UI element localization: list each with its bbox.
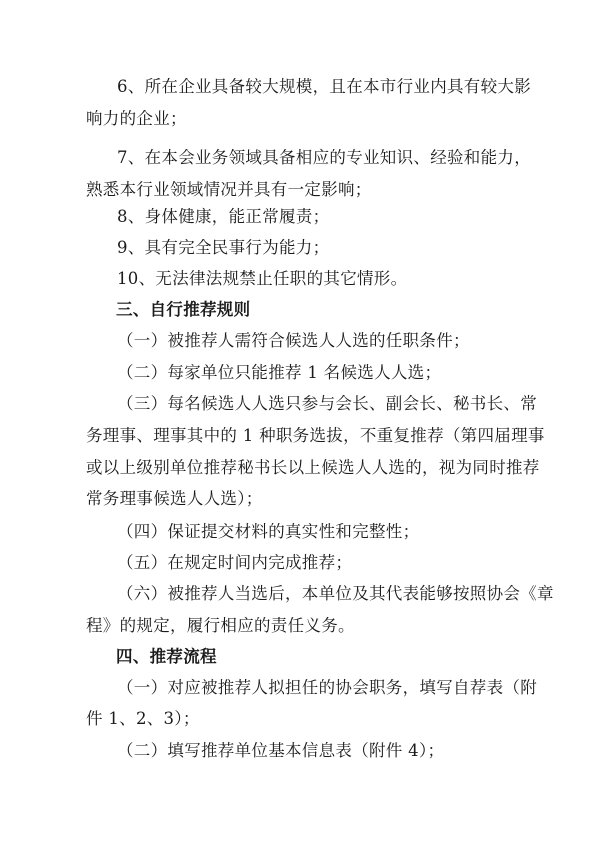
paragraph-line: 或以上级别单位推荐秘书长以上候选人人选的，视为同时推荐 xyxy=(86,458,540,477)
paragraph-line: 8、身体健康，能正常履责； xyxy=(117,207,330,226)
paragraph-line: 响力的企业； xyxy=(86,109,187,128)
paragraph-line: 件 1、2、3）； xyxy=(86,709,200,728)
paragraph-line: 9、具有完全民事行为能力； xyxy=(117,238,330,257)
paragraph-line: （一）对应被推荐人拟担任的协会职务，填写自荐表（附 xyxy=(117,678,537,697)
paragraph-line: （五）在规定时间内完成推荐； xyxy=(117,553,353,572)
paragraph-line: 熟悉本行业领域情况并具有一定影响； xyxy=(86,180,372,199)
paragraph-line: 程》的规定，履行相应的责任义务。 xyxy=(86,616,355,635)
paragraph-line: （三）每名候选人人选只参与会长、副会长、秘书长、常 xyxy=(117,394,537,413)
paragraph-line: 务理事、理事其中的 1 种职务选拔，不重复推荐（第四届理事 xyxy=(86,426,545,445)
paragraph-line: 6、所在企业具备较大规模，且在本市行业内具有较大影 xyxy=(117,77,531,96)
section-heading: 三、自行推荐规则 xyxy=(116,300,251,319)
paragraph-line: 7、在本会业务领域具备相应的专业知识、经验和能力， xyxy=(117,148,531,167)
paragraph-line: 10、无法律法规禁止任职的其它情形。 xyxy=(117,269,408,288)
paragraph-line: （二）填写推荐单位基本信息表（附件 4）； xyxy=(117,741,445,760)
paragraph-line: （四）保证提交材料的真实性和完整性； xyxy=(117,522,420,541)
paragraph-line: （一）被推荐人需符合候选人人选的任职条件； xyxy=(117,331,470,350)
paragraph-line: 常务理事候选人人选）； xyxy=(86,489,263,508)
paragraph-line: （六）被推荐人当选后，本单位及其代表能够按照协会《章 xyxy=(117,584,554,603)
section-heading: 四、推荐流程 xyxy=(116,647,217,666)
paragraph-line: （二）每家单位只能推荐 1 名候选人人选； xyxy=(117,363,442,382)
